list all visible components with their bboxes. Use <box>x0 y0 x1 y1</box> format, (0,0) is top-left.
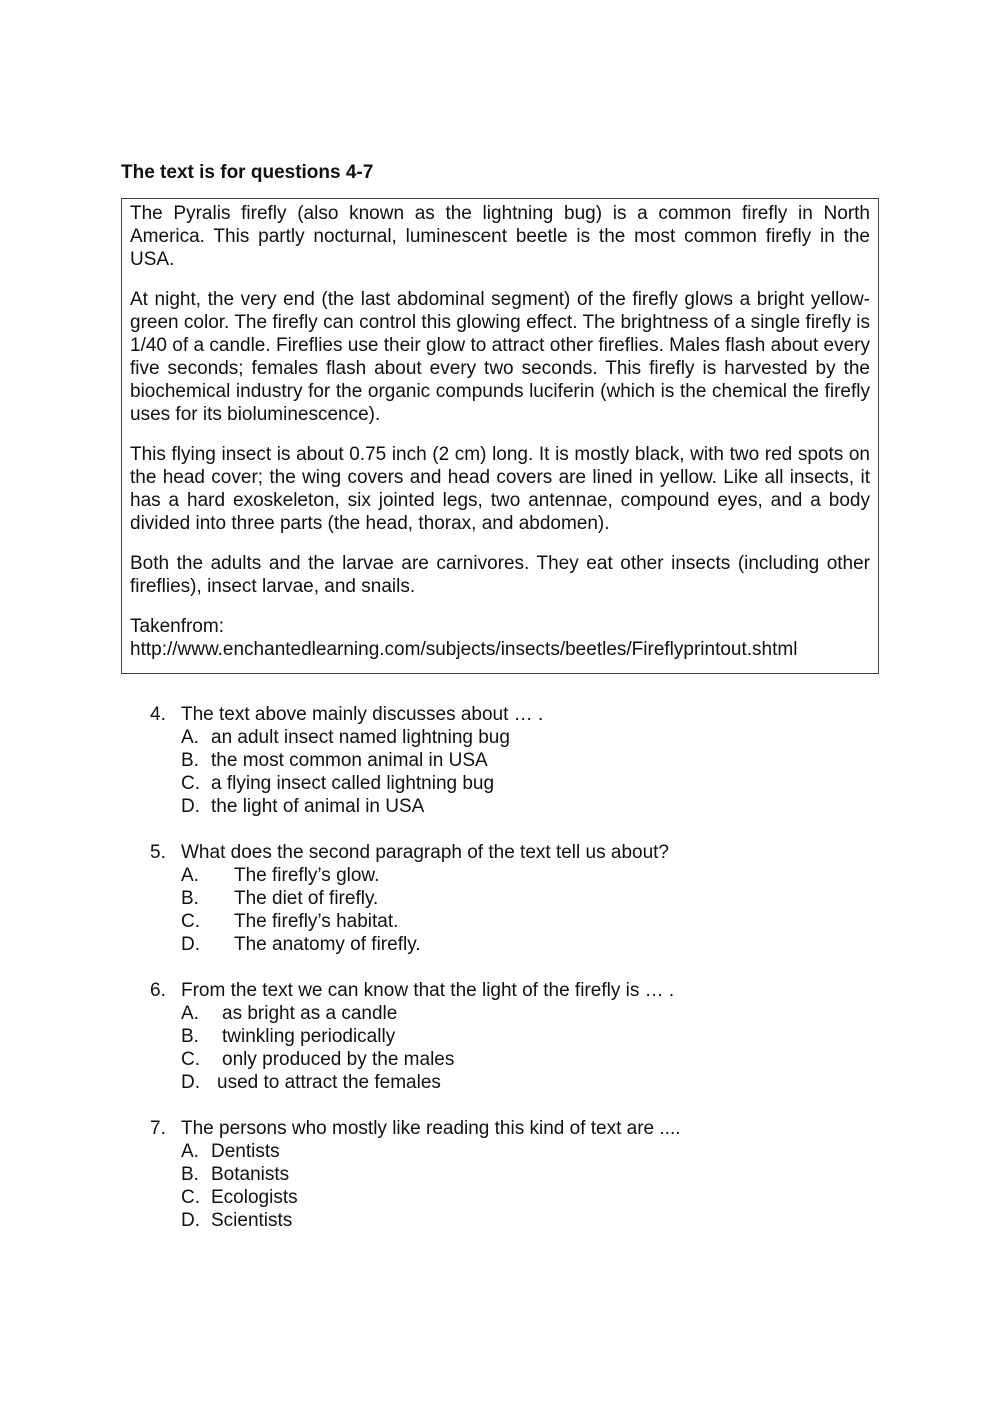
option-letter: C. <box>181 1049 200 1070</box>
question-text: From the text we can know that the light of the firefly is … . <box>181 980 675 1001</box>
question-number: 7. <box>150 1118 166 1139</box>
option-text: as bright as a candle <box>222 1003 398 1024</box>
question-6 <box>150 979 870 1094</box>
option-text: a flying insect called lightning bug <box>211 773 495 794</box>
option-letter: D. <box>181 1210 200 1231</box>
option-c[interactable] <box>181 772 870 795</box>
question-4 <box>150 703 870 818</box>
answer-options <box>181 1140 870 1232</box>
answer-options <box>181 1002 870 1094</box>
option-text: Scientists <box>211 1210 293 1231</box>
question-stem <box>150 1117 870 1140</box>
option-letter: D. <box>181 934 200 955</box>
question-7 <box>150 1117 870 1232</box>
question-number: 4. <box>150 704 166 725</box>
option-d[interactable] <box>181 1071 870 1094</box>
option-text: The firefly’s glow. <box>234 865 380 886</box>
question-stem <box>150 841 870 864</box>
option-text: The diet of firefly. <box>234 888 379 909</box>
passage-paragraph-1: The Pyralis firefly (also known as the lightning bug) is a common firefly in North America. This partly nocturnal, luminescent beetle is the most common firefly in the USA. <box>130 203 870 270</box>
option-c[interactable] <box>181 1186 870 1209</box>
option-text: only produced by the males <box>222 1049 455 1070</box>
option-b[interactable] <box>181 1163 870 1186</box>
source-label: Takenfrom: <box>130 616 224 637</box>
answer-options <box>181 726 870 818</box>
question-5 <box>150 841 870 956</box>
option-text: The anatomy of firefly. <box>234 934 421 955</box>
question-stem <box>150 703 870 726</box>
option-c[interactable] <box>181 910 870 933</box>
option-b[interactable] <box>181 1025 870 1048</box>
option-d[interactable] <box>181 1209 870 1232</box>
option-letter: C. <box>181 1187 200 1208</box>
option-a[interactable] <box>181 864 870 887</box>
option-text: the light of animal in USA <box>211 796 425 817</box>
option-text: twinkling periodically <box>222 1026 396 1047</box>
option-a[interactable] <box>181 1002 870 1025</box>
option-a[interactable] <box>181 1140 870 1163</box>
question-text: What does the second paragraph of the text tell us about? <box>181 842 669 863</box>
option-letter: C. <box>181 773 200 794</box>
passage-source <box>130 615 870 661</box>
option-text: Ecologists <box>211 1187 298 1208</box>
question-stem <box>150 979 870 1002</box>
option-letter: C. <box>181 911 200 932</box>
option-letter: A. <box>181 1003 199 1024</box>
option-d[interactable] <box>181 795 870 818</box>
option-text: Botanists <box>211 1164 290 1185</box>
question-text: The text above mainly discusses about … . <box>181 704 544 725</box>
option-d[interactable] <box>181 933 870 956</box>
option-letter: B. <box>181 750 199 771</box>
option-c[interactable] <box>181 1048 870 1071</box>
option-letter: A. <box>181 1141 199 1162</box>
option-letter: B. <box>181 888 199 909</box>
passage-paragraph-3: This flying insect is about 0.75 inch (2 cm) long. It is mostly black, with two red spots on the head cover; the wing covers and head covers are lined in yellow. Like all insects, it has a hard exoskeleton, six jointed legs, two antennae, compound eyes, and a body divided into three parts (the head, thorax, and abdomen). <box>130 444 870 534</box>
question-text: The persons who mostly like reading this kind of text are .... <box>181 1118 681 1139</box>
option-letter: A. <box>181 865 199 886</box>
option-text: an adult insect named lightning bug <box>211 727 510 748</box>
option-text: used to attract the females <box>217 1072 441 1093</box>
answer-options <box>181 864 870 956</box>
question-number: 5. <box>150 842 166 863</box>
option-b[interactable] <box>181 749 870 772</box>
option-a[interactable] <box>181 726 870 749</box>
option-letter: A. <box>181 727 199 748</box>
option-text: The firefly’s habitat. <box>234 911 399 932</box>
passage-paragraph-2: At night, the very end (the last abdominal segment) of the firefly glows a bright yellow-green color. The firefly can control this glowing effect. The brightness of a single firefly is 1/40 of a candle. Fireflies use their glow to attract other fireflies. Males flash about every five seconds; females flash about every two seconds. This firefly is harvested by the biochemical industry for the organic compunds luciferin (which is the chemical the firefly uses for its bioluminescence). <box>130 289 870 425</box>
question-number: 6. <box>150 980 166 1001</box>
question-list <box>150 703 870 1255</box>
option-text: Dentists <box>211 1141 280 1162</box>
option-letter: D. <box>181 796 200 817</box>
option-letter: B. <box>181 1164 199 1185</box>
option-b[interactable] <box>181 887 870 910</box>
option-text: the most common animal in USA <box>211 750 488 771</box>
source-url: http://www.enchantedlearning.com/subjects/insects/beetles/Fireflyprintout.shtml <box>130 639 798 660</box>
reading-passage-box <box>121 198 879 674</box>
option-letter: D. <box>181 1072 200 1093</box>
option-letter: B. <box>181 1026 199 1047</box>
passage-paragraph-4: Both the adults and the larvae are carnivores. They eat other insects (including other fireflies), insect larvae, and snails. <box>130 553 870 597</box>
section-heading: The text is for questions 4-7 <box>121 162 374 183</box>
